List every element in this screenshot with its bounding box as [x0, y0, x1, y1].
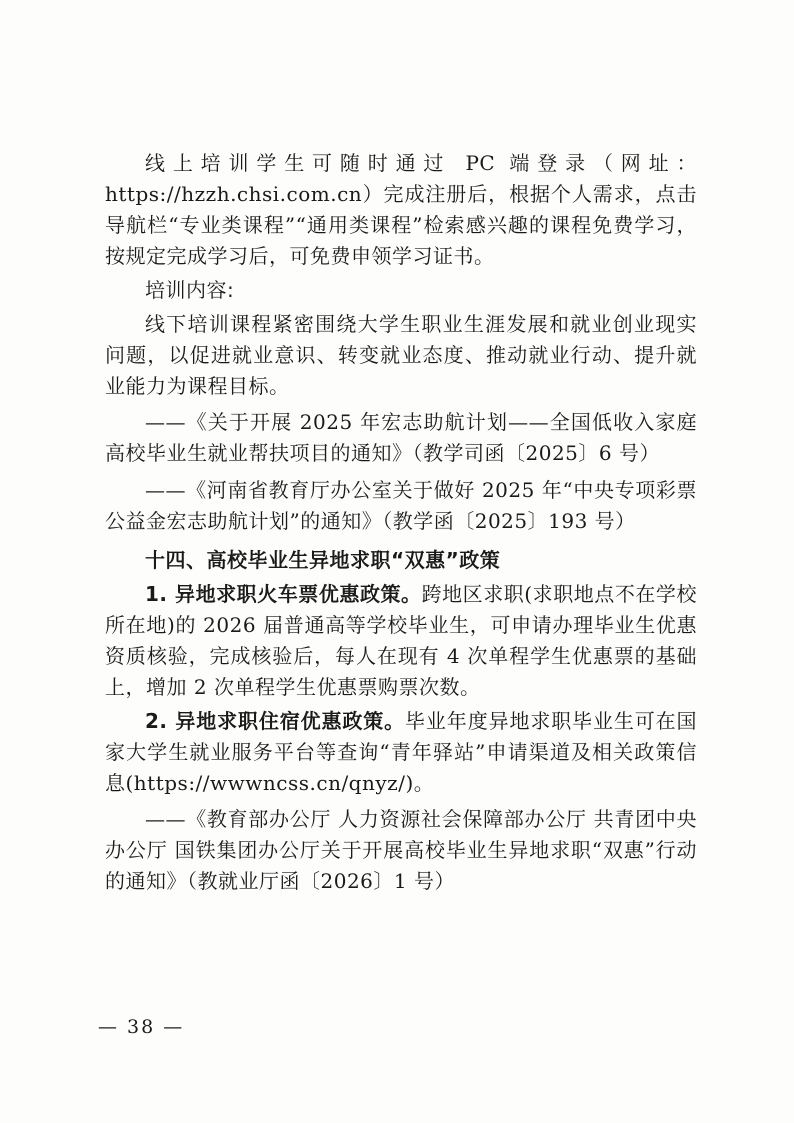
section-14-heading: 十四、高校毕业生异地求职“双惠”政策 — [145, 548, 501, 572]
citation-hongzhi-2025: ——《关于开展 2025 年宏志助航计划——全国低收入家庭高校毕业生就业帮扶项目的通知》（教学司函〔2025〕6 号） — [105, 410, 697, 465]
heading-training-content: 培训内容: — [145, 278, 235, 302]
item-2-body: 毕业年度异地求职毕业生可在国家大学生就业服务平台等查询“青年驿站”申请渠道及相关政策信息(https://wwwncss.cn/qnyz/)。 — [105, 709, 697, 795]
item-1-title: 1. 异地求职火车票优惠政策。 — [145, 582, 422, 606]
item-1-body: 跨地区求职(求职地点不在学校所在地)的 2026 届普通高等学校毕业生，可申请办理毕业生优惠资质核验，完成核验后，每人在现有 4 次单程学生优惠票的基础上，增加 2 次单程学生优惠票购票次数。 — [105, 582, 697, 699]
item-2-paragraph — [105, 706, 697, 799]
citation-henan-2025: ——《河南省教育厅办公室关于做好 2025 年“中央专项彩票公益金宏志助航计划”的通知》（教学函〔2025〕193 号） — [105, 478, 697, 533]
document-body — [105, 148, 697, 897]
item-2-title: 2. 异地求职住宿优惠政策。 — [145, 709, 406, 733]
paragraph-offline-training: 线下培训课程紧密围绕大学生职业生涯发展和就业创业现实问题，以促进就业意识、转变就业态度、推动就业行动、提升就业能力为课程目标。 — [105, 312, 697, 398]
citation-shuanghui-2026: ——《教育部办公厅 人力资源社会保障部办公厅 共青团中央办公厅 国铁集团办公厅关于开展高校毕业生异地求职“双惠”行动的通知》（教就业厅函〔2026〕1 号） — [105, 807, 697, 893]
paragraph-online-training: 线上培训学生可随时通过 PC 端登录（网址：https://hzzh.chsi.com.cn）完成注册后，根据个人需求，点击导航栏“专业类课程”“通用类课程”检索感兴趣的课程免费学习，按规定完成学习后，可免费申领学习证书。 — [105, 151, 697, 268]
page-number: — 38 — — [98, 1016, 185, 1038]
item-1-paragraph — [105, 579, 697, 703]
